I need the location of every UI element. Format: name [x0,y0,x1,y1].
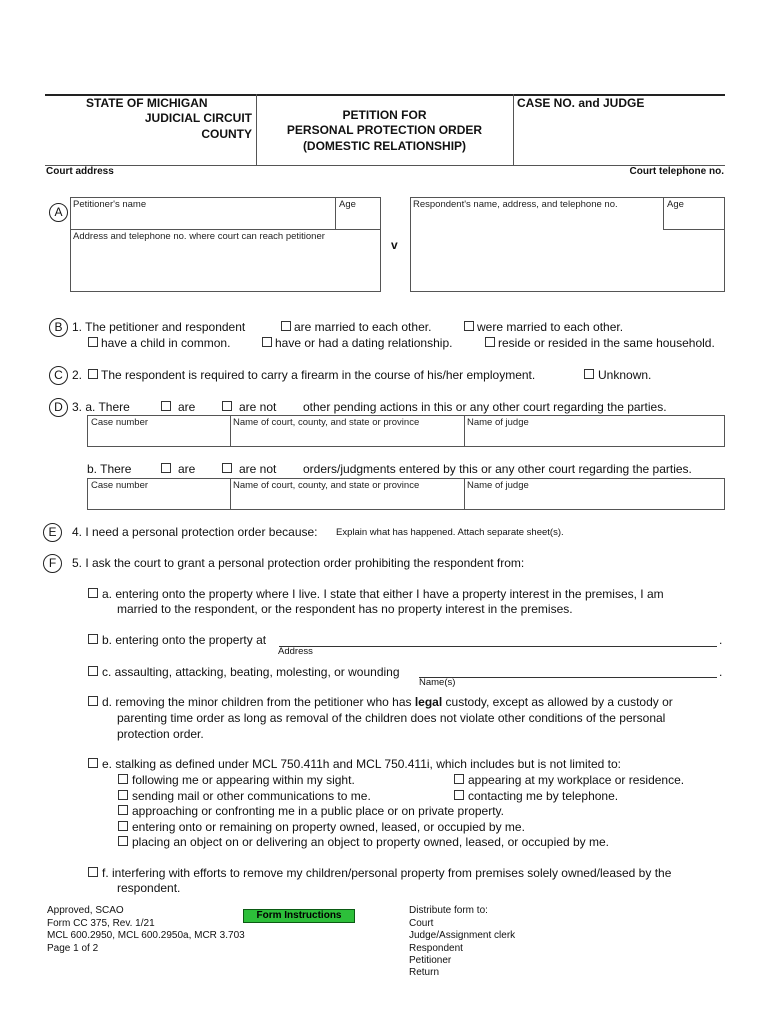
respondent-label: Respondent's name, address, and telephone no. [413,199,618,210]
respondent-box[interactable] [410,197,725,292]
distribute-judge: Judge/Assignment clerk [409,930,516,941]
household-checkbox[interactable] [485,337,495,347]
orders-case-number-label: Case number [91,480,149,491]
item5c-text: c. assaulting, attacking, beating, molesting, or wounding [102,665,400,679]
married-checkbox[interactable] [281,321,291,331]
stalk-approaching-label: approaching or confronting me in a public place or on private property. [132,804,504,818]
item3b-are-not-label: are not [239,462,277,476]
item5c-period: . [719,665,723,679]
unknown-label: Unknown. [598,368,652,382]
item3b-text: orders/judgments entered by this or any other court regarding the parties. [303,462,692,476]
firearm-checkbox[interactable] [88,369,98,379]
section-marker-b: B [49,318,68,337]
distribute-return: Return [409,967,440,978]
item5c-names-line[interactable] [419,677,717,678]
child-label: have a child in common. [101,336,231,350]
item3a-are-not-checkbox[interactable] [222,401,232,411]
stalk-approaching-checkbox[interactable] [118,805,128,815]
dating-checkbox[interactable] [262,337,272,347]
item3a-are-checkbox[interactable] [161,401,171,411]
item3a-are-not-label: are not [239,400,277,414]
footer-page: Page 1 of 2 [47,943,99,954]
title-line-2: PERSONAL PROTECTION ORDER [286,123,483,137]
item5c-checkbox[interactable] [88,666,98,676]
child-checkbox[interactable] [88,337,98,347]
section-marker-c: C [49,366,68,385]
stalk-object-label: placing an object on or delivering an object to property owned, leased, or occupied by me. [132,835,609,849]
item5e-text: e. stalking as defined under MCL 750.411h and MCL 750.411i, which includes but is not limited to: [102,757,621,771]
stalk-workplace-checkbox[interactable] [454,774,464,784]
orders-judge-label: Name of judge [467,480,529,491]
item3b-are-not-checkbox[interactable] [222,463,232,473]
item5e-checkbox[interactable] [88,758,98,768]
stalk-workplace-label: appearing at my workplace or residence. [468,773,685,787]
circuit-label: JUDICIAL CIRCUIT [144,111,252,125]
form-instructions-button[interactable]: Form Instructions [243,909,355,923]
section-marker-d: D [49,398,68,417]
orders-col-divider-2 [464,478,465,510]
item5d-line2: parenting time order as long as removal of the children does not violate other conditions of the personal [117,711,666,725]
court-phone-label: Court telephone no. [629,166,724,177]
item3b-are-label: are [178,462,196,476]
distribute-label: Distribute form to: [409,905,488,916]
stalk-telephone-checkbox[interactable] [454,790,464,800]
item3a-text: other pending actions in this or any other court regarding the parties. [303,400,667,414]
respondent-age-divider-h [663,229,725,230]
case-no-label: CASE NO. and JUDGE [517,96,645,110]
state-label: STATE OF MICHIGAN [86,96,208,110]
stalk-entering-checkbox[interactable] [118,821,128,831]
stalk-telephone-label: contacting me by telephone. [468,789,619,803]
court-address-label: Court address [46,166,114,177]
were-married-label: were married to each other. [477,320,624,334]
item1-text: 1. The petitioner and respondent [72,320,246,334]
item3b-label: b. There [87,462,132,476]
stalk-following-checkbox[interactable] [118,774,128,784]
item5b-text: b. entering onto the property at [102,633,267,647]
item5f-line1: f. interfering with efforts to remove my children/personal property from premises solely owned/leased by the [102,866,672,880]
item5d-line3: protection order. [117,727,204,741]
item3a-label: 3. a. There [72,400,130,414]
title-line-1: PETITION FOR [342,108,427,122]
header-divider-2 [513,94,514,166]
orders-court-label: Name of court, county, and state or province [233,480,420,491]
item5b-address-caption: Address [278,646,313,657]
item3b-are-checkbox[interactable] [161,463,171,473]
section-marker-a: A [49,203,68,222]
item2-number: 2. [72,368,83,382]
unknown-checkbox[interactable] [584,369,594,379]
item5d-line1 [102,695,673,709]
item5b-checkbox[interactable] [88,634,98,644]
footer-mcl: MCL 600.2950, MCL 600.2950a, MCR 3.703 [47,930,245,941]
distribute-petitioner: Petitioner [409,955,452,966]
stalk-mail-label: sending mail or other communications to me. [132,789,371,803]
pending-court-label: Name of court, county, and state or province [233,417,420,428]
item3a-are-label: are [178,400,196,414]
footer-form-number: Form CC 375, Rev. 1/21 [47,918,155,929]
pending-col-divider-2 [464,415,465,447]
petitioner-age-label: Age [339,199,356,210]
item5d-post: custody, except as allowed by a custody or [445,695,673,709]
section-marker-e: E [43,523,62,542]
petitioner-name-label: Petitioner's name [73,199,147,210]
item5d-pre: d. removing the minor children from the petitioner who has [102,695,412,709]
respondent-age-label: Age [667,199,684,210]
firearm-label: The respondent is required to carry a firearm in the course of his/her employment. [101,368,536,382]
pending-judge-label: Name of judge [467,417,529,428]
dating-label: have or had a dating relationship. [275,336,453,350]
stalk-object-checkbox[interactable] [118,836,128,846]
pending-case-number-label: Case number [91,417,149,428]
header-bottom-rule [45,165,725,166]
item5a-checkbox[interactable] [88,588,98,598]
stalk-entering-label: entering onto or remaining on property owned, leased, or occupied by me. [132,820,525,834]
item4-hint: Explain what has happened. Attach separate sheet(s). [336,527,564,538]
item5d-legal: legal [414,695,443,709]
pending-col-divider-1 [230,415,231,447]
petitioner-address-label: Address and telephone no. where court can reach petitioner [73,231,325,242]
item5d-checkbox[interactable] [88,696,98,706]
stalk-mail-checkbox[interactable] [118,790,128,800]
item5f-line2: respondent. [117,881,181,895]
item5f-checkbox[interactable] [88,867,98,877]
footer-approved: Approved, SCAO [47,905,124,916]
versus-label: v [391,238,398,252]
item5b-address-line[interactable] [279,646,717,647]
item5b-period: . [719,633,723,647]
respondent-age-divider-v [663,197,664,229]
orders-col-divider-1 [230,478,231,510]
item5a-line2: married to the respondent, or the respondent has no property interest in the premises. [117,602,573,616]
married-label: are married to each other. [294,320,432,334]
item5a-line1: a. entering onto the property where I live. I state that either I have a property interest in the premises, I am [102,587,664,601]
petitioner-box-divider [70,229,381,230]
item5-text: 5. I ask the court to grant a personal protection order prohibiting the respondent from: [72,556,525,570]
distribute-court: Court [409,918,434,929]
county-label: COUNTY [201,127,252,141]
were-married-checkbox[interactable] [464,321,474,331]
item5c-names-caption: Name(s) [419,677,456,688]
distribute-respondent: Respondent [409,943,463,954]
title-line-3: (DOMESTIC RELATIONSHIP) [302,139,467,153]
item4-text: 4. I need a personal protection order because: [72,525,318,539]
household-label: reside or resided in the same household. [498,336,715,350]
stalk-following-label: following me or appearing within my sight. [132,773,355,787]
section-marker-f: F [43,554,62,573]
petitioner-age-divider [335,197,336,229]
